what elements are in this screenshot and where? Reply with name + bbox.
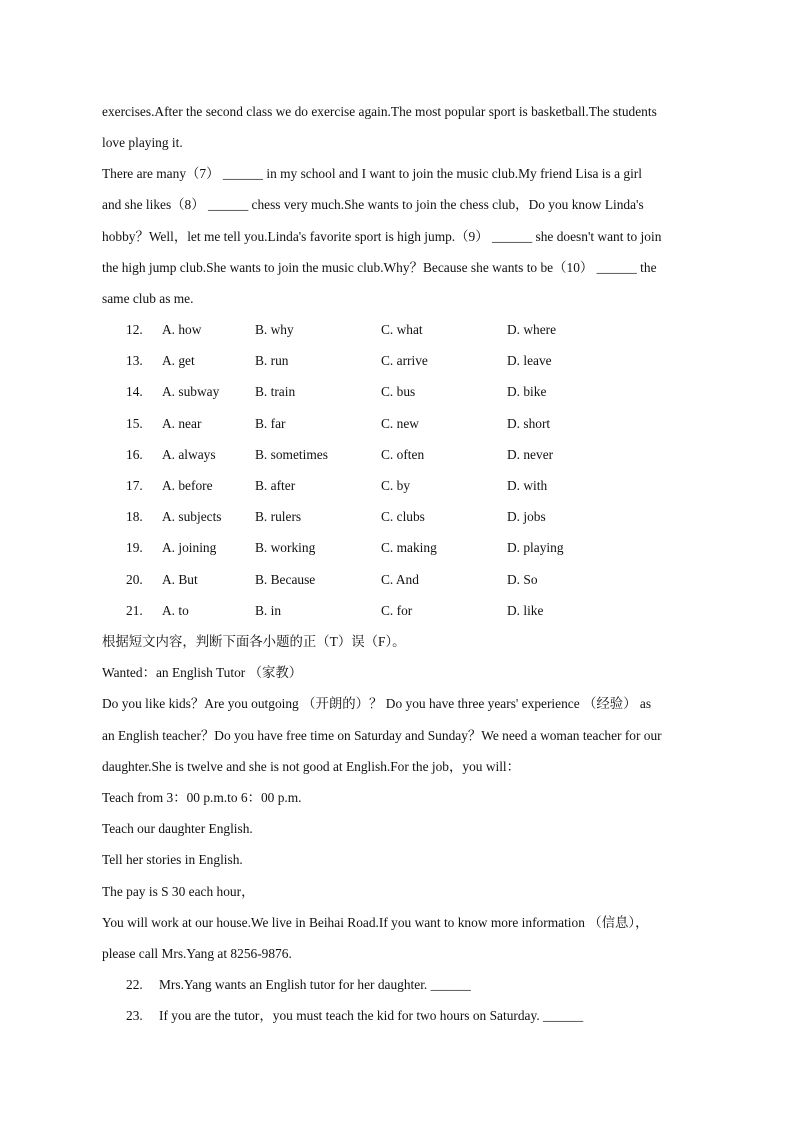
option-c: C. by [381, 478, 411, 493]
option-b: B. far [255, 416, 286, 431]
option-a: A. get [162, 353, 195, 368]
option-b: B. rulers [255, 509, 302, 524]
option-c: C. arrive [381, 353, 428, 368]
ad-line: The pay is S 30 each hour， [102, 884, 255, 899]
passage-line: There are many（7） ______ in my school and I want to join the music club.My friend Lisa is a girl [102, 166, 642, 181]
question-text: If you are the tutor，you must teach the kid for two hours on Saturday. ______ [159, 1008, 584, 1023]
question-number: 16. [126, 447, 143, 462]
option-row-19 [0, 540, 794, 558]
ad-line: Teach our daughter English. [102, 821, 253, 836]
option-c: C. bus [381, 384, 416, 399]
question-text: Mrs.Yang wants an English tutor for her daughter. ______ [159, 977, 471, 992]
option-a: A. before [162, 478, 213, 493]
passage-line: love playing it. [102, 135, 183, 150]
option-b: B. sometimes [255, 447, 328, 462]
option-row-15 [0, 416, 794, 434]
option-c: C. And [381, 572, 419, 587]
question-number: 18. [126, 509, 143, 524]
ad-line: please call Mrs.Yang at 8256-9876. [102, 946, 292, 961]
option-c: C. new [381, 416, 419, 431]
ad-line: Do you like kids？Are you outgoing （开朗的）？ Do you have three years' experience （经验） as [102, 696, 652, 711]
option-a: A. joining [162, 540, 217, 555]
question-number: 15. [126, 416, 143, 431]
option-row-21 [0, 603, 794, 621]
option-row-17 [0, 478, 794, 496]
question-number: 14. [126, 384, 143, 399]
option-d: D. So [507, 572, 538, 587]
passage-line: same club as me. [102, 291, 194, 306]
ad-line: daughter.She is twelve and she is not good at English.For the job，you will： [102, 759, 521, 774]
option-row-12 [0, 322, 794, 340]
passage-line: hobby？Well，let me tell you.Linda's favorite sport is high jump.（9） ______ she doesn't want to join [102, 229, 662, 244]
option-b: B. train [255, 384, 296, 399]
ad-line: Tell her stories in English. [102, 852, 243, 867]
question-number: 12. [126, 322, 143, 337]
option-a: A. near [162, 416, 202, 431]
option-d: D. leave [507, 353, 552, 368]
option-c: C. often [381, 447, 425, 462]
option-d: D. like [507, 603, 544, 618]
option-d: D. where [507, 322, 557, 337]
question-number: 21. [126, 603, 143, 618]
question-number: 22. [126, 977, 143, 992]
question-number: 23. [126, 1008, 143, 1023]
option-row-13 [0, 353, 794, 371]
option-b: B. run [255, 353, 289, 368]
question-number: 19. [126, 540, 143, 555]
passage-line: and she likes（8） ______ chess very much.She wants to join the chess club，Do you know Linda's [102, 197, 644, 212]
option-row-16 [0, 447, 794, 465]
option-d: D. short [507, 416, 551, 431]
option-row-20 [0, 572, 794, 590]
option-a: A. subjects [162, 509, 222, 524]
passage-line: the high jump club.She wants to join the music club.Why？Because she wants to be（10） ______ the [102, 260, 657, 275]
option-row-14 [0, 384, 794, 402]
option-a: A. But [162, 572, 198, 587]
option-b: B. working [255, 540, 316, 555]
ad-title: Wanted：an English Tutor （家教） [102, 665, 303, 680]
option-a: A. to [162, 603, 189, 618]
question-number: 13. [126, 353, 143, 368]
option-d: D. bike [507, 384, 547, 399]
option-b: B. in [255, 603, 282, 618]
option-b: B. after [255, 478, 296, 493]
option-a: A. how [162, 322, 202, 337]
option-c: C. making [381, 540, 437, 555]
option-b: B. why [255, 322, 294, 337]
ad-line: You will work at our house.We live in Beihai Road.If you want to know more information （信息）， [102, 915, 649, 930]
question-number: 17. [126, 478, 143, 493]
option-a: A. always [162, 447, 216, 462]
option-c: C. for [381, 603, 413, 618]
passage-line: exercises.After the second class we do exercise again.The most popular sport is basketball.The students [102, 104, 657, 119]
option-d: D. with [507, 478, 548, 493]
ad-line: an English teacher？Do you have free time on Saturday and Sunday？We need a woman teacher for our [102, 728, 662, 743]
option-c: C. what [381, 322, 423, 337]
option-row-18 [0, 509, 794, 527]
ad-line: Teach from 3：00 p.m.to 6：00 p.m. [102, 790, 302, 805]
option-a: A. subway [162, 384, 220, 399]
option-d: D. never [507, 447, 554, 462]
option-c: C. clubs [381, 509, 425, 524]
option-d: D. jobs [507, 509, 546, 524]
section-instruction: 根据短文内容，判断下面各小题的正（T）误（F）。 [102, 634, 406, 649]
option-b: B. Because [255, 572, 316, 587]
option-d: D. playing [507, 540, 564, 555]
question-number: 20. [126, 572, 143, 587]
